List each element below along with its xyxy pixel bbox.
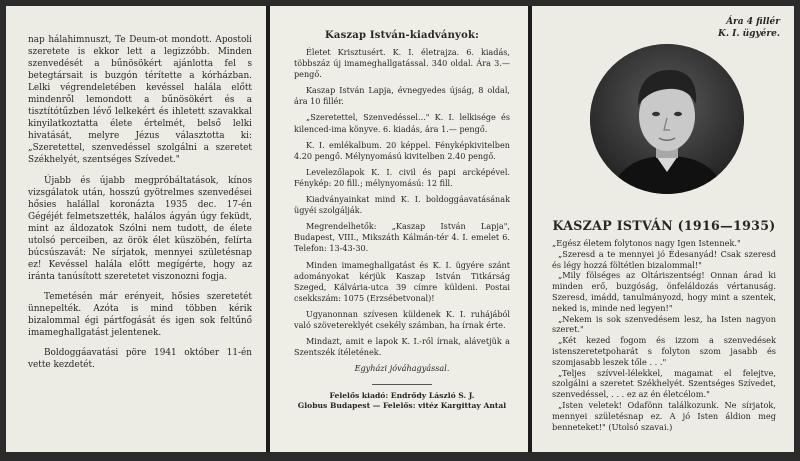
publication-item: Kiadványainkat mind K. I. boldoggáavatásának ügyéi szolgálják.: [294, 194, 510, 216]
approval-note: Egyházi jóváhagyással.: [354, 363, 450, 374]
quote: „Szeresd a te mennyei jó Édesanyád! Csak szeresd és légy hozzá föltétlen bizalommal!": [552, 248, 776, 270]
publication-item: Minden imameghallgatást és K. I. ügyére szánt adományokat kérjük Kaszap István Titkárság Szeged, Kálvária-utca 39 címre küldeni. Postai csekkszám: 1075 (Erzsébetvonal)!: [294, 259, 510, 303]
publication-item: Levelezőlapok K. I. civil és papi arcképével. Fénykép: 20 fill.; mélynyomású: 12 fill.: [294, 166, 510, 188]
quote: „Isten veletek! Odafönn találkozunk. Ne sírjatok, mennyei születésnap ez. A jó Isten áldion meg benneteket!" (Utolsó szavai.): [552, 399, 776, 432]
portrait-photo: [590, 44, 744, 194]
left-panel: [6, 6, 266, 452]
publication-item: Ugyanonnan szívesen küldenek K. I. ruhájából való szövetereklyét csekély számban, ha írnak érte.: [294, 308, 510, 330]
paragraph-4: Boldoggáavatási pöre 1941 október 11-én vette kezdetét.: [28, 348, 252, 371]
publication-item: K. I. emlékalbum. 20 képpel. Fényképkivitelben 4.20 pengő. Mélynyomású kivitelben 2.40 pengő.: [294, 139, 510, 161]
page-title: KASZAP ISTVÁN (1916—1935): [552, 218, 776, 233]
quote: „Nekem is sok szenvedésem lesz, ha Isten nagyon szeret.": [552, 313, 776, 335]
quote: „Mily fölséges az Oltáriszentség! Onnan árad ki minden erő, buzgóság, önfeláldozás vértanuság. Szeresd, imádd, tanulmányozd, hogy mint a szentek, neked is, minde ned legyen!": [552, 270, 776, 313]
quote: „Két kezed fogom és izzom a szenvedések istenszeretetpoharát s folyton szom jasabb és szomjasabb leszek tőle . . .": [552, 335, 776, 367]
publication-item: Kaszap István Lapja, évnegyedes újság, 8 oldal, ára 10 fillér.: [294, 85, 510, 107]
quote: „Egész életem folytonos nagy Igen Istennek.": [552, 238, 741, 248]
publication-item: Életet Krisztusért. K. I. életrajza. 6. kiadás, többszáz új imameghallgatással. 340 oldal. Ára 3.— pengő.: [294, 47, 510, 80]
publication-item: „Szeretettel, Szenvedéssel..." K. I. lelkisége és kilenced-ima könyve. 6. kiadás, ára 1.— pengő.: [294, 112, 510, 134]
paragraph-2: Újabb és újabb megpróbáltatások, kínos vizsgálatok után, hosszú gyötrelmes szenvedései hősies halállal koronázta 1935 dec. 17-én Gégéjét felmetszették, halálos ágyán úgy feküdt, mint az áldozatok Szólni nem tudott, de élete utolsó perceiben, az örök élet küszöbén, felírta búcsúszavát: Ne sírjatok, mennyei születésnap ez! Kevéssel halála előtt megígérte, hogy az iránta tanúsított szeretetet viszonozni fogja.: [28, 175, 252, 282]
paragraph-3: Temetésén már erényeit, hősies szeretetét ünnepelték. Azóta is mind többen kérik bizalommal égi pártfogását és igen sok feltűnő imameghallgatást jelentenek.: [28, 291, 252, 339]
right-panel: [532, 6, 794, 452]
middle-panel: [270, 6, 528, 452]
publisher-line: Felelős kiadó: Endrődy László S. J.: [329, 391, 475, 401]
price-label: Ára 4 fillér: [726, 17, 780, 27]
quotes: [552, 238, 776, 432]
publications-heading: Kaszap István-kiadványok:: [325, 30, 479, 41]
publication-item: Megrendelhetők: „Kaszap István Lapja", Budapest, VIII., Mikszáth Kálmán-tér 4. I. emelet 6. Telefon: 13-43-30.: [294, 221, 510, 254]
paragraph-1: nap hálahimnuszt, Te Deum-ot mondott. Apostoli szeretete is ekkor lett a legizzóbb. Minden szenvedését a bűnösökért ajánlotta fel s betegtársait is buzgón térítette a kórházban. Lelki végrendeletében kevéssel halála előtt mindenről lemondott a bűnösökért és a tisztítótűzben lévő lelkekért és ihletett szavakkal kinyilatkoztatta élete értelmét, belső lelki hivatását, melyre Jézus választotta ki: „Szeretettel, szenvedéssel szolgálni a szeretet Székhelyét, szentséges Szívedet.": [28, 35, 252, 166]
price-purpose: K. I. ügyére.: [718, 29, 780, 39]
divider: [372, 384, 432, 385]
printer-line: Globus Budapest — Felelős: vitéz Kargittay Antal: [297, 401, 507, 411]
quote: „Teljes szívvel-lélekkel, magamat el felejtve, szolgálni a szeretet Székhelyét. Szentséges Szívedet, szenvedéssel, . . . ez az én életcélom.": [552, 367, 776, 400]
publication-item: Mindazt, amit e lapok K. I.-ről írnak, alávetjük a Szentszék ítéletének.: [294, 336, 510, 358]
portrait-illustration: [590, 44, 744, 194]
